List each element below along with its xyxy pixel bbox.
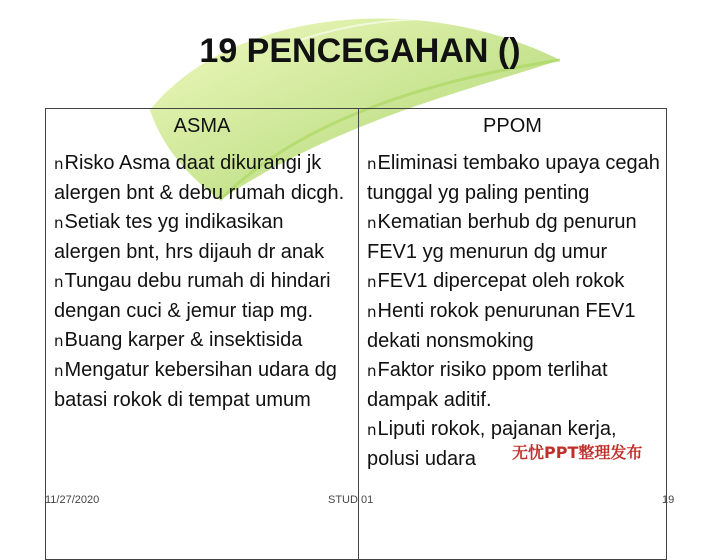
bullet-icon: n (367, 273, 377, 291)
asma-header: ASMA (173, 115, 231, 137)
list-item (367, 208, 660, 267)
page-title: 19 PENCEGAHAN () (199, 32, 521, 70)
list-item-text: Buang karper & insektisida (64, 329, 303, 351)
bullet-icon: n (54, 155, 64, 173)
list-item-text: Kematian berhub dg penurun FEV1 yg menurun dg umur (367, 211, 637, 263)
footer-label: STUD 01 (328, 494, 374, 506)
list-item (54, 208, 352, 267)
list-item-text: Eliminasi tembako upaya cegah tunggal yg paling penting (367, 152, 660, 204)
list-item-text: Henti rokok penurunan FEV1 dekati nonsmoking (367, 300, 636, 352)
list-item-text: Tungau debu rumah di hindari dengan cuci & jemur tiap mg. (54, 270, 331, 322)
list-item (54, 149, 352, 208)
bullet-icon: n (367, 155, 377, 173)
bullet-icon: n (367, 303, 377, 321)
bullet-icon: n (367, 362, 377, 380)
asma-column (46, 109, 359, 559)
ppom-column (359, 109, 666, 559)
footer-date: 11/27/2020 (45, 494, 100, 506)
bullet-icon: n (54, 273, 64, 291)
bullet-icon: n (54, 332, 64, 350)
ppom-header: PPOM (483, 115, 542, 137)
list-item-text: Faktor risiko ppom terlihat dampak aditif. (367, 359, 608, 411)
list-item-text: FEV1 dipercepat oleh rokok (377, 270, 625, 292)
watermark-text: 无忧PPT整理发布 (512, 443, 643, 462)
bullet-icon: n (367, 421, 377, 439)
list-item-text: Risko Asma daat dikurangi jk alergen bnt & debu rumah dicgh. (54, 152, 345, 204)
bullet-icon: n (367, 214, 377, 232)
comparison-table (45, 108, 667, 560)
list-item (367, 297, 660, 356)
list-item (54, 267, 352, 326)
list-item (367, 356, 660, 415)
asma-list (54, 149, 352, 415)
bullet-icon: n (54, 214, 64, 232)
list-item (367, 267, 660, 297)
bullet-icon: n (54, 362, 64, 380)
ppom-list (367, 149, 660, 474)
list-item-text: Liputi rokok, pajanan kerja, polusi udara (367, 418, 617, 470)
list-item (54, 356, 352, 415)
page-number: 19 (662, 494, 675, 506)
list-item (54, 326, 352, 356)
list-item-text: Mengatur kebersihan udara dg batasi rokok di tempat umum (54, 359, 337, 411)
list-item-text: Setiak tes yg indikasikan alergen bnt, hrs dijauh dr anak (54, 211, 325, 263)
list-item (367, 149, 660, 208)
